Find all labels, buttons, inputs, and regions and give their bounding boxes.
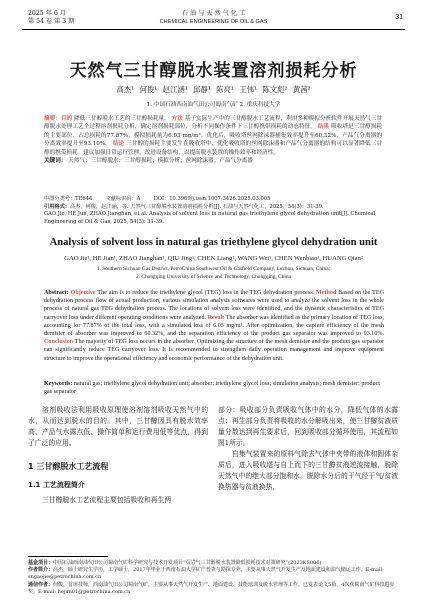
keywords-en-text: natural gas; triethylene glycol dehydration unit; absorber; triethylene glycol loss; simulation analysis; mesh demister; product gas separator: [44, 381, 380, 396]
section-1-heading: 1 三甘醇脱水工艺流程: [28, 462, 109, 471]
affiliation-en-1: 1. Southern Sichuan Gas District, PetroChina Southwest Oil & Gasfield Company, Luzhou, Sichuan, China;: [96, 266, 331, 272]
authors-cn: 高杰¹ 何俊¹ 赵江涵¹ 邱静¹ 陈亮¹ 王伟¹ 陈文彪¹ 黄茜²: [116, 85, 311, 94]
affiliation-cn: 1. 中国石油西南油气田公司蜀南气矿 2. 重庆科技大学: [146, 102, 281, 108]
abstract-objective-label: Objective: [70, 290, 96, 296]
intro-paragraph: 溶剂吸收法利用吸收原理使溶剂溶剂吸收天然气中的水，从而达到脱水的目的。其中，三甘醇因具有脱水效率高、产品气水露点低、操作简单和运行费用低等优点，得到了广泛的应用。: [28, 406, 208, 447]
abstract-en-label: Abstract:: [44, 290, 69, 296]
authors-en: GAO Jie¹, HE Jian¹, ZHAO Jianghan¹, QIU Jing¹, CHEN Liang¹, WANG Wei¹, CHEN Wenbiao¹, HUANG Qian²: [64, 255, 363, 262]
article-title-en: Analysis of solvent loss in natural gas triethylene glycol dehydration unit: [49, 237, 378, 248]
abstract-conclusion-label: 结论: [112, 141, 125, 148]
abstract-en-method-text: Based on the TEG dehydration process flow of actual production, various simulation analysis softwares were used to analyze the solvent loss in the whole process of natural gas TEG dehydration process. The locations of solvent loss were identified, and the dynamic characteristics of TEG carryover loss under different operating conditions were analyzed.: [44, 290, 384, 321]
citation-en: GAO Jie, HE Jun, ZHAO Jianghan, et al. Analysis of solvent loss in natural gas triethylene glycol dehydration unit[J]. Chemical Engineering of Oil & Gas, 2025, 54(3): 31-39.: [44, 211, 376, 225]
abstract-cn: [44, 115, 382, 165]
document-code: 文献标识码：A: [105, 196, 141, 202]
author-bio-label: 作者简介：: [28, 567, 54, 574]
abstract-result-text: 吸收塔是三甘醇损耗的主要部位，占总损耗的77.87%，模拟损耗量为6.03 mg/m³。优化后，吸收塔丝网除沫器捕集效率提升至60.32%，产品气分离器的分离效率提升至93.10%。: [44, 124, 382, 148]
meta-classification-row: [44, 196, 384, 203]
doi[interactable]: DOI：10.3969/j.issn.1007-3426.2025.03.005: [153, 196, 271, 202]
process-flow-paragraph: 自集气装置来的原料气除去气体中夹带的液体和固体杂质后，进入吸收塔与自上而下的三甘醇贫液逆流接触，脱除天然气中的绝大部分饱和水。脱除水分后的干气经干气/贫液换热器与贫液换热，: [218, 450, 398, 491]
abstract-en-conclusion-text: The majority of TEG loss occurs in the absorber. Optimizing the structure of the mesh demister and the product gas separator can significantly reduce TEG carryover loss. It is recommended to strengthen daily operation management and improve equipment structure to improve the operational efficiency and economic performance of the dehydration unit.: [44, 339, 384, 362]
fund-label: 基金项目：: [28, 560, 54, 566]
section-1-1-heading: 1.1 工艺流程简介: [28, 481, 85, 489]
corresponding-text: 何俊，首席技师，西南油气田公司蜀南气矿，主要从事天然气开发生产、地面建设、技能培训及脱水管理等工作。已发表论文5篇，4次获蜀南气矿科技进步奖。E-mail: hejun01@petrochina.com.cn: [28, 581, 395, 595]
affiliation-en-2: 2. Chongqing University of Science and Technology, Chongqing, China: [135, 274, 292, 280]
process-intro-paragraph: 三甘醇脱水工艺流程主要包括吸收和再生两: [42, 496, 172, 504]
abstract-en-conclusion-label: Conclusion: [44, 339, 74, 346]
footnote: [28, 560, 400, 596]
abstract-conclusion-text: 三甘醇的损耗主要发生在吸收塔中，优化吸收塔的丝网除沫器和产品气分离器的结构可以显著降低三甘醇的携带损耗。建议加强日常运行管理，改进设备结构，以提高脱水装置的操作效率和经济性。: [44, 141, 382, 156]
abstract-method-label: 方法: [171, 116, 183, 122]
journal-name-cn: 石 油 与 天 然 气 化 工: [181, 10, 246, 17]
author-note: [28, 567, 400, 581]
corresponding-label: 通信作者：: [28, 581, 54, 588]
process-paragraph-continued: 部分：吸收部分负责吸收气体中的水分，降低气体的水露点；再生部分负责将吸收的水分解吸出来，使三甘醇贫液质量分数达到再生要求后，回到吸收部分循环使用，其流程如图1所示。: [218, 406, 398, 447]
fund-text: 中国石油西南油气田公司蜀南气矿科学研究与技术开发项目“页岩气三甘醇脱水装置降低损耗技术对策研究”(2023KS006): [53, 560, 322, 566]
journal-name-en: CHEMICAL ENGINEERING OF OIL & GAS: [159, 19, 268, 25]
citation-block: [44, 204, 384, 226]
issue-volume: 第 54 卷 第 3 期: [28, 18, 75, 25]
keywords-cn-label: 关键词：: [44, 158, 67, 165]
abstract-result-label: 结果: [317, 124, 330, 131]
abstract-en: [44, 289, 384, 363]
citation-label: 引用格式：: [44, 204, 70, 210]
keywords-en: [44, 380, 384, 396]
page-number: 31: [395, 14, 403, 21]
issue-date: 2025 年 6 月: [28, 10, 66, 17]
abstract-purpose-label: 摘要：目的: [44, 116, 73, 122]
abstract-en-method-label: Method: [316, 290, 337, 296]
abstract-objective-text: The aim is to reduce the triethylene glycol (TEG) loss in the TEG dehydration process.: [97, 290, 315, 296]
body-right-column: [218, 405, 398, 493]
classification-number: 中图分类号：TE644: [44, 196, 93, 202]
abstract-method-text: 基于实际生产中的三甘醇脱水工艺流程，利用多种模拟分析软件开展天然气三甘醇脱水处理工艺全过程溶剂损耗分析，确定溶剂损耗部位，分析不同操作条件下三甘醇携带损耗的动态特征。: [44, 116, 382, 131]
header-divider: [22, 29, 405, 30]
abstract-purpose-text: 降低三甘醇脱水工艺的三甘醇损耗量。: [74, 116, 170, 122]
keywords-en-label: Keywords:: [44, 381, 73, 387]
body-left-column: [28, 405, 208, 506]
keywords-cn: [44, 157, 382, 165]
author-bio-text: 高杰，硕士研究生学历，工学硕士，2017年毕业于西南石油大学矿产普查与勘探专业，主要从事天然气开发生产及地面建设和油气储运工作。E-mail: sngaojie@petrochina.com.cn: [28, 567, 384, 581]
journal-name-block: [120, 10, 307, 26]
keywords-cn-text: 天然气；三甘醇脱水；三甘醇损耗；模拟分析；丝网除沫器；产品气分离器: [68, 158, 253, 165]
abstract-en-result-label: Result: [207, 314, 225, 321]
issue-date-block: [28, 10, 74, 26]
citation-cn: 高杰，何俊，赵江涵，等. 天然气三甘醇脱水装置溶剂损耗分析[J]. 石油与天然气化工，2025，54(3)：31-39.: [69, 204, 324, 210]
abstract-en-result-text: The absorber was identified as the primary location of TEG loss, accounting for 77.87% of the total loss, with a simulated loss of 6.03 mg/m³. After optimization, the capture efficiency of the mesh demister of absorber was improved to 60.32%, and the separation efficiency of the product gas separator was improved to 93.10%.: [44, 314, 384, 338]
article-title-cn: 天然气三甘醇脱水装置溶剂损耗分析: [69, 61, 358, 81]
footnote-divider: [28, 556, 108, 557]
corresponding-note: [28, 582, 400, 596]
